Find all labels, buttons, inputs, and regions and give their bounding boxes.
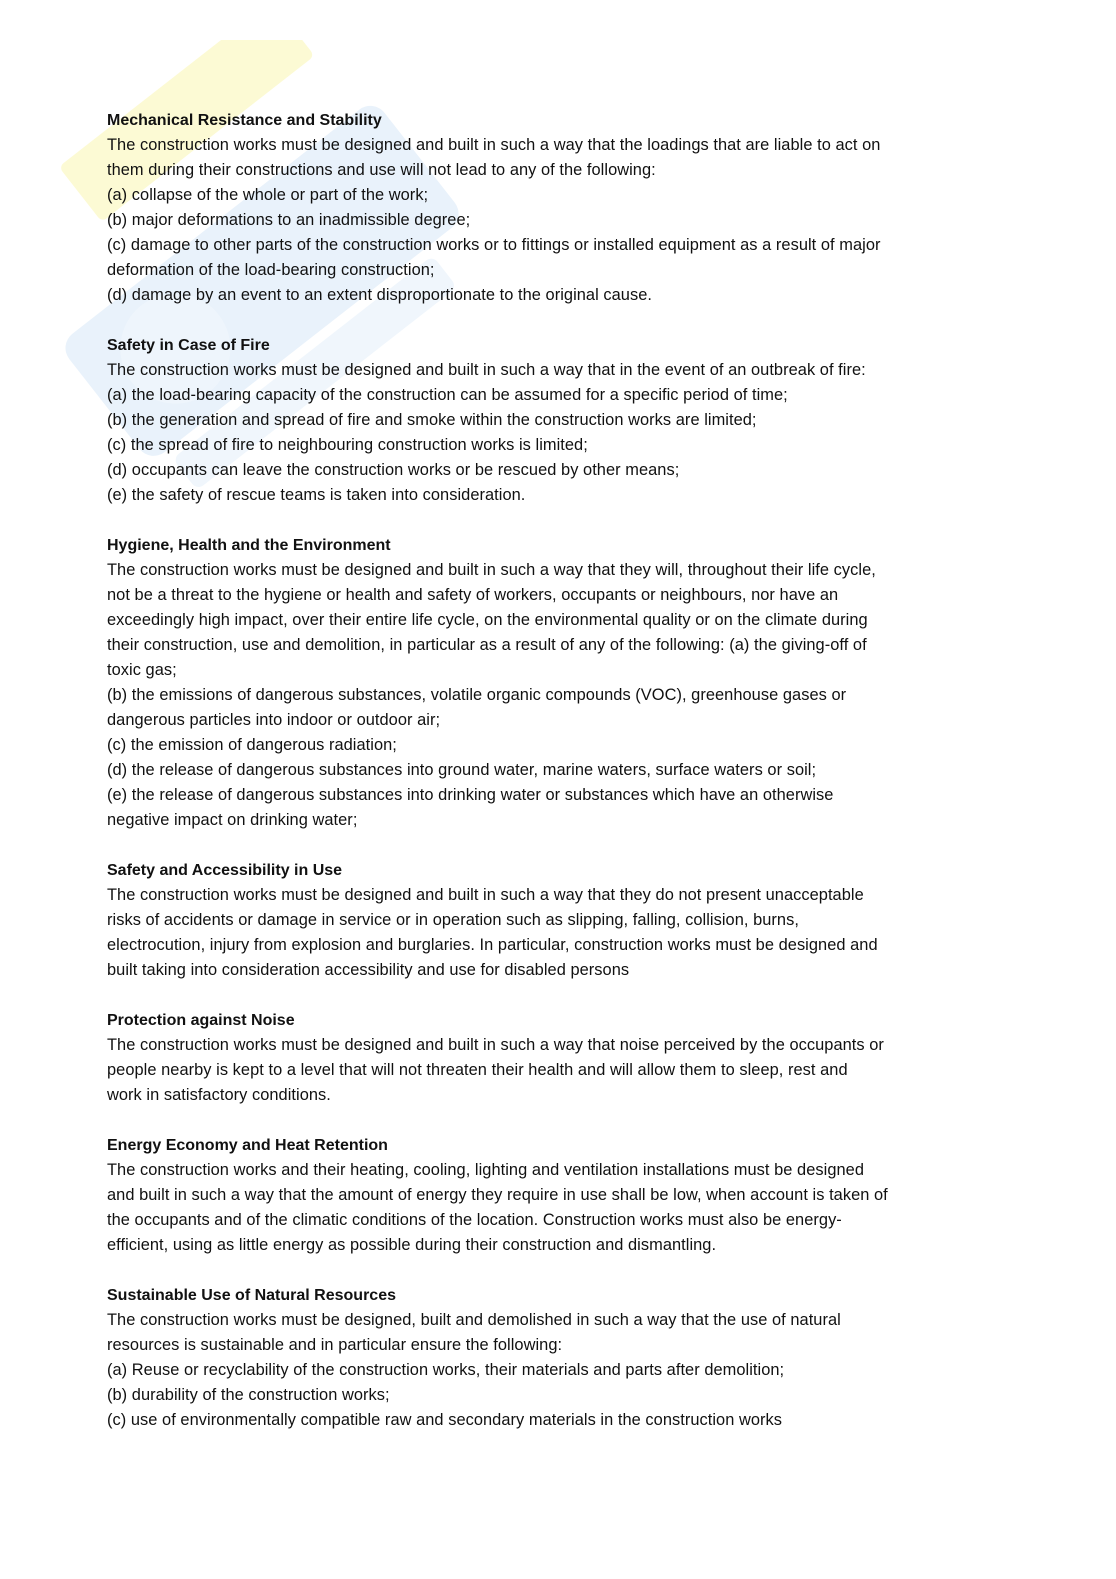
section-text-line: deformation of the load-bearing construction;	[107, 261, 435, 279]
section-heading: Energy Economy and Heat Retention	[107, 1137, 388, 1154]
section-text-line: (c) the spread of fire to neighbouring construction works is limited;	[107, 436, 588, 454]
section-heading: Hygiene, Health and the Environment	[107, 537, 391, 554]
section-text-line: (c) the emission of dangerous radiation;	[107, 736, 397, 754]
section-natural-resources	[107, 1283, 1007, 1433]
section-text-line: people nearby is kept to a level that will not threaten their health and will allow them to sleep, rest and	[107, 1061, 848, 1079]
section-text-line: The construction works must be designed and built in such a way that noise perceived by the occupants or	[107, 1036, 884, 1054]
section-heading: Sustainable Use of Natural Resources	[107, 1287, 396, 1304]
section-text-line: not be a threat to the hygiene or health and safety of workers, occupants or neighbours, nor have an	[107, 586, 839, 604]
section-heading: Mechanical Resistance and Stability	[107, 112, 382, 129]
section-text-line: dangerous particles into indoor or outdoor air;	[107, 711, 441, 729]
section-mechanical-resistance	[107, 108, 1007, 308]
section-text-line: (a) collapse of the whole or part of the work;	[107, 186, 429, 204]
section-text-line: built taking into consideration accessibility and use for disabled persons	[107, 961, 630, 979]
section-text-line: (a) the load-bearing capacity of the construction can be assumed for a specific period of time;	[107, 386, 788, 404]
section-fire-safety	[107, 333, 1007, 508]
section-text-line: (c) damage to other parts of the construction works or to fittings or installed equipment as a result of major	[107, 236, 881, 254]
section-text-line: (b) major deformations to an inadmissible degree;	[107, 211, 471, 229]
section-text-line: (b) the generation and spread of fire and smoke within the construction works are limited;	[107, 411, 757, 429]
section-noise	[107, 1008, 1007, 1108]
section-text-line: (d) occupants can leave the construction works or be rescued by other means;	[107, 461, 680, 479]
section-text-line: (e) the safety of rescue teams is taken into consideration.	[107, 486, 526, 504]
section-text-line: work in satisfactory conditions.	[107, 1086, 331, 1104]
section-hygiene-health	[107, 533, 1007, 833]
section-text-line: resources is sustainable and in particular ensure the following:	[107, 1336, 563, 1354]
section-text-line: the occupants and of the climatic conditions of the location. Construction works must also be energy-	[107, 1211, 842, 1229]
document-page	[107, 108, 1007, 1458]
section-text-line: (a) Reuse or recyclability of the construction works, their materials and parts after demolition;	[107, 1361, 785, 1379]
section-heading: Safety and Accessibility in Use	[107, 862, 343, 879]
section-text-line: (b) durability of the construction works;	[107, 1386, 390, 1404]
section-text-line: The construction works must be designed and built in such a way that the loadings that are liable to act on	[107, 136, 881, 154]
section-text-line: exceedingly high impact, over their entire life cycle, on the environmental quality or on the climate during	[107, 611, 868, 629]
section-energy	[107, 1133, 1007, 1258]
section-text-line: The construction works must be designed and built in such a way that in the event of an outbreak of fire:	[107, 361, 866, 379]
section-text-line: and built in such a way that the amount of energy they require in use shall be low, when account is taken of	[107, 1186, 888, 1204]
section-text-line: their construction, use and demolition, in particular as a result of any of the following: (a) the giving-off of	[107, 636, 867, 654]
section-heading: Safety in Case of Fire	[107, 337, 270, 354]
section-text-line: (c) use of environmentally compatible raw and secondary materials in the construction works	[107, 1411, 783, 1429]
section-heading: Protection against Noise	[107, 1012, 295, 1029]
section-text-line: The construction works and their heating, cooling, lighting and ventilation installations must be designed	[107, 1161, 864, 1179]
section-text-line: electrocution, injury from explosion and burglaries. In particular, construction works must be designed and	[107, 936, 878, 954]
section-text-line: The construction works must be designed and built in such a way that they do not present unacceptable	[107, 886, 864, 904]
section-text-line: The construction works must be designed and built in such a way that they will, throughout their life cycle,	[107, 561, 876, 579]
section-text-line: them during their constructions and use will not lead to any of the following:	[107, 161, 656, 179]
section-text-line: (b) the emissions of dangerous substances, volatile organic compounds (VOC), greenhouse gases or	[107, 686, 847, 704]
section-text-line: efficient, using as little energy as possible during their construction and dismantling.	[107, 1236, 717, 1254]
section-accessibility	[107, 858, 1007, 983]
section-text-line: The construction works must be designed, built and demolished in such a way that the use of natural	[107, 1311, 841, 1329]
section-text-line: toxic gas;	[107, 661, 177, 679]
section-text-line: (d) damage by an event to an extent disproportionate to the original cause.	[107, 286, 652, 304]
section-text-line: (d) the release of dangerous substances into ground water, marine waters, surface waters or soil;	[107, 761, 817, 779]
section-text-line: negative impact on drinking water;	[107, 811, 358, 829]
section-text-line: risks of accidents or damage in service or in operation such as slipping, falling, collision, burns,	[107, 911, 799, 929]
section-text-line: (e) the release of dangerous substances into drinking water or substances which have an otherwise	[107, 786, 834, 804]
